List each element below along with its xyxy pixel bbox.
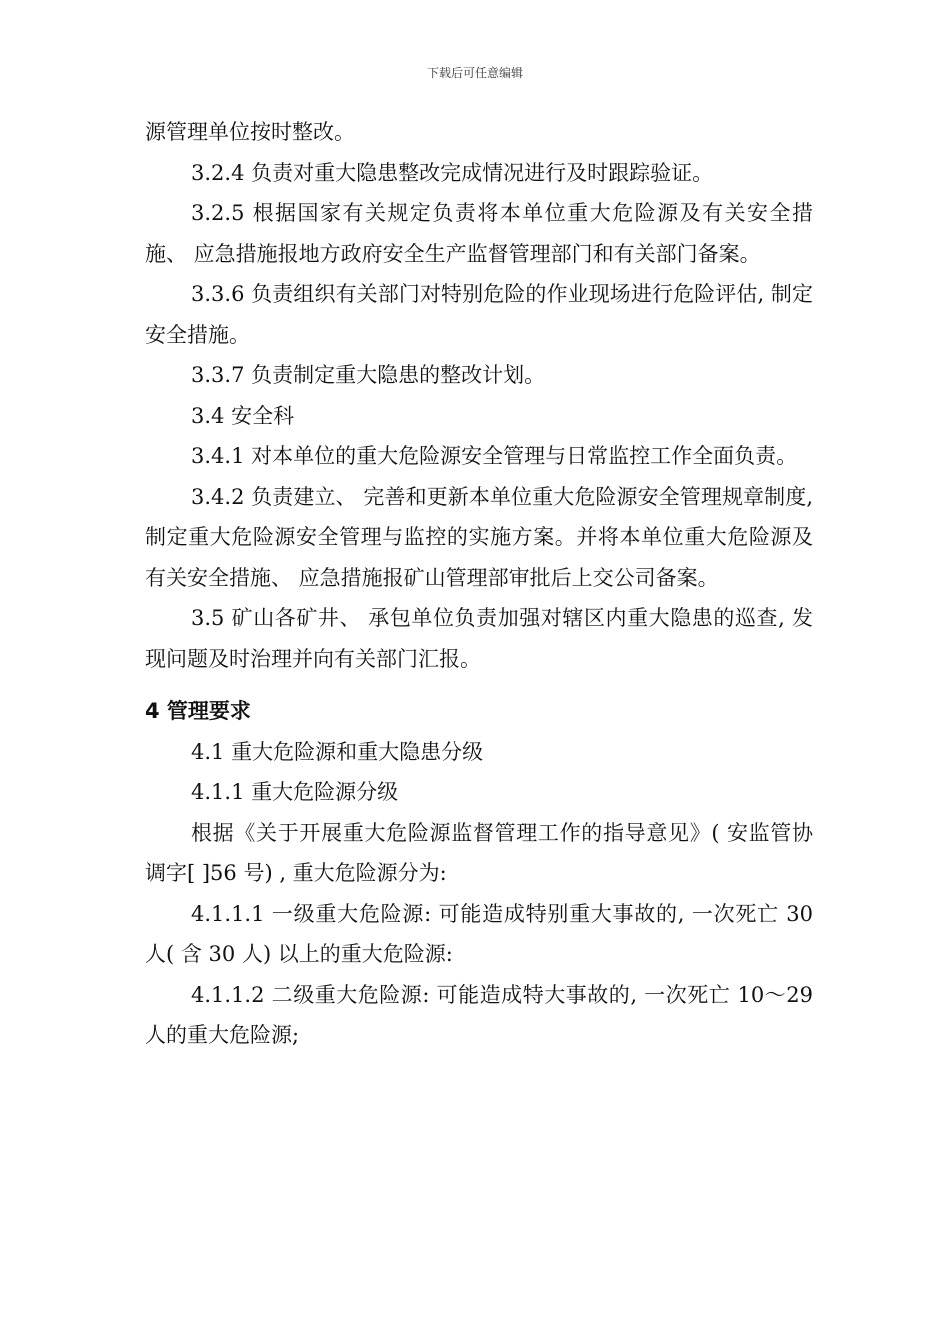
- paragraph: 根据《关于开展重大危险源监督管理工作的指导意见》( 安监管协调字[ ]56 号) , 重大危险源分为:: [145, 820, 813, 885]
- section-heading: 4 管理要求: [145, 699, 251, 723]
- paragraph: 3.2.4 负责对重大隐患整改完成情况进行及时跟踪验证。: [191, 160, 714, 185]
- paragraph: 4.1.1.2 二级重大危险源: 可能造成特大事故的, 一次死亡 10～29 人的重大危险源;: [145, 982, 813, 1047]
- paragraph: 3.2.5 根据国家有关规定负责将本单位重大危险源及有关安全措施、 应急措施报地方政府安全生产监督管理部门和有关部门备案。: [145, 201, 813, 266]
- paragraph: 3.4.2 负责建立、 完善和更新本单位重大危险源安全管理规章制度, 制定重大危险源安全管理与监控的实施方案。并将本单位重大危险源及有关安全措施、 应急措施报矿山管理部审批后上交公司备案。: [145, 484, 813, 590]
- paragraph: 4.1.1.1 一级重大危险源: 可能造成特别重大事故的, 一次死亡 30 人( 含 30 人) 以上的重大危险源:: [145, 901, 813, 966]
- document-body: [145, 112, 813, 1056]
- paragraph: 3.4.1 对本单位的重大危险源安全管理与日常监控工作全面负责。: [191, 444, 798, 468]
- paragraph: 3.4 安全科: [191, 403, 295, 428]
- paragraph: 3.3.6 负责组织有关部门对特别危险的作业现场进行危险评估, 制定安全措施。: [145, 282, 813, 347]
- paragraph: 3.5 矿山各矿井、 承包单位负责加强对辖区内重大隐患的巡查, 发现问题及时治理并向有关部门汇报。: [145, 606, 813, 671]
- paragraph: 3.3.7 负责制定重大隐患的整改计划。: [191, 363, 546, 387]
- paragraph: 4.1 重大危险源和重大隐患分级: [191, 739, 484, 764]
- page-header: 下载后可任意编辑: [426, 66, 523, 80]
- paragraph: 源管理单位按时整改。: [145, 120, 355, 144]
- paragraph: 4.1.1 重大危险源分级: [191, 780, 399, 804]
